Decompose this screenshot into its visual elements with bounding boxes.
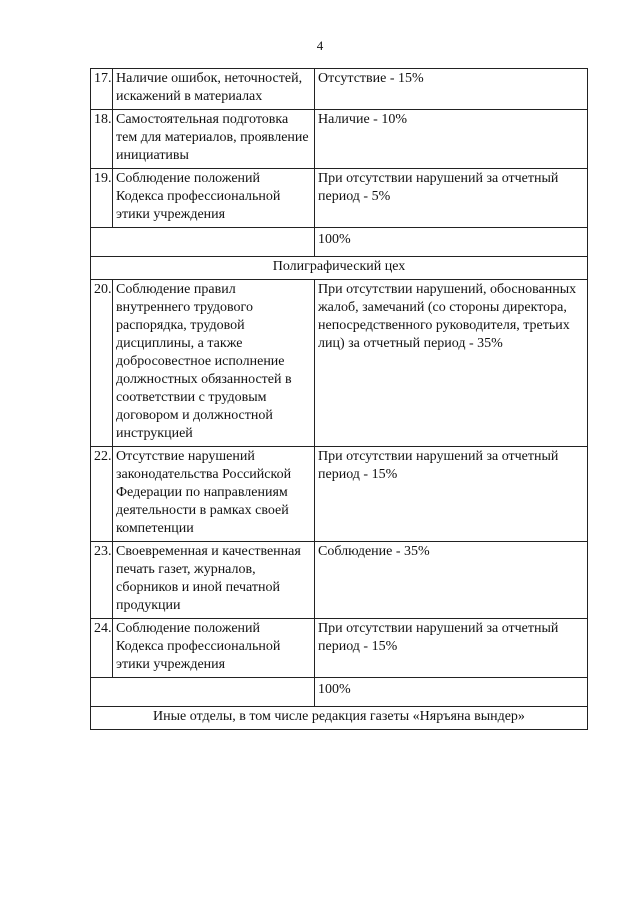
criteria-row (91, 619, 588, 678)
section-header-row (91, 707, 588, 730)
criterion-value: При отсутствии нарушений, обоснованных жалоб, замечаний (со стороны директора, непосредственного руководителя, третьих лиц) за отчетный период - 35% (315, 280, 588, 447)
total-row (91, 228, 588, 257)
criterion-text: Самостоятельная подготовка тем для материалов, проявление инициативы (113, 110, 315, 169)
criterion-text: Соблюдение правил внутреннего трудового распорядка, трудовой дисциплины, а также добросовестное исполнение должностных обязанностей в соответствии с трудовым договором и должностной инструкцией (113, 280, 315, 447)
page-number: 4 (316, 38, 324, 53)
criteria-table-body (91, 69, 588, 730)
criterion-value: При отсутствии нарушений за отчетный период - 15% (315, 447, 588, 542)
row-number: 17. (91, 69, 113, 110)
row-number: 24. (91, 619, 113, 678)
total-blank-cell (91, 678, 315, 707)
section-header-row (91, 257, 588, 280)
total-value: 100% (315, 228, 588, 257)
total-value: 100% (315, 678, 588, 707)
criterion-value: Наличие - 10% (315, 110, 588, 169)
criterion-value: Соблюдение - 35% (315, 542, 588, 619)
criteria-row (91, 542, 588, 619)
section-title: Полиграфический цех (91, 257, 588, 280)
row-number: 20. (91, 280, 113, 447)
criterion-text: Соблюдение положений Кодекса профессиональной этики учреждения (113, 169, 315, 228)
row-number: 23. (91, 542, 113, 619)
criteria-row (91, 447, 588, 542)
criteria-row (91, 110, 588, 169)
total-blank-cell (91, 228, 315, 257)
criteria-row (91, 280, 588, 447)
criterion-value: При отсутствии нарушений за отчетный период - 5% (315, 169, 588, 228)
total-row (91, 678, 588, 707)
section-title: Иные отделы, в том числе редакция газеты «Няръяна вындер» (91, 707, 588, 730)
criterion-text: Наличие ошибок, неточностей, искажений в материалах (113, 69, 315, 110)
criteria-row (91, 169, 588, 228)
criterion-value: Отсутствие - 15% (315, 69, 588, 110)
criteria-row (91, 69, 588, 110)
row-number: 22. (91, 447, 113, 542)
criterion-text: Отсутствие нарушений законодательства Российской Федерации по направлениям деятельности в рамках своей компетенции (113, 447, 315, 542)
row-number: 19. (91, 169, 113, 228)
criterion-text: Соблюдение положений Кодекса профессиональной этики учреждения (113, 619, 315, 678)
criteria-table (90, 68, 588, 730)
criterion-text: Своевременная и качественная печать газет, журналов, сборников и иной печатной продукции (113, 542, 315, 619)
row-number: 18. (91, 110, 113, 169)
criterion-value: При отсутствии нарушений за отчетный период - 15% (315, 619, 588, 678)
